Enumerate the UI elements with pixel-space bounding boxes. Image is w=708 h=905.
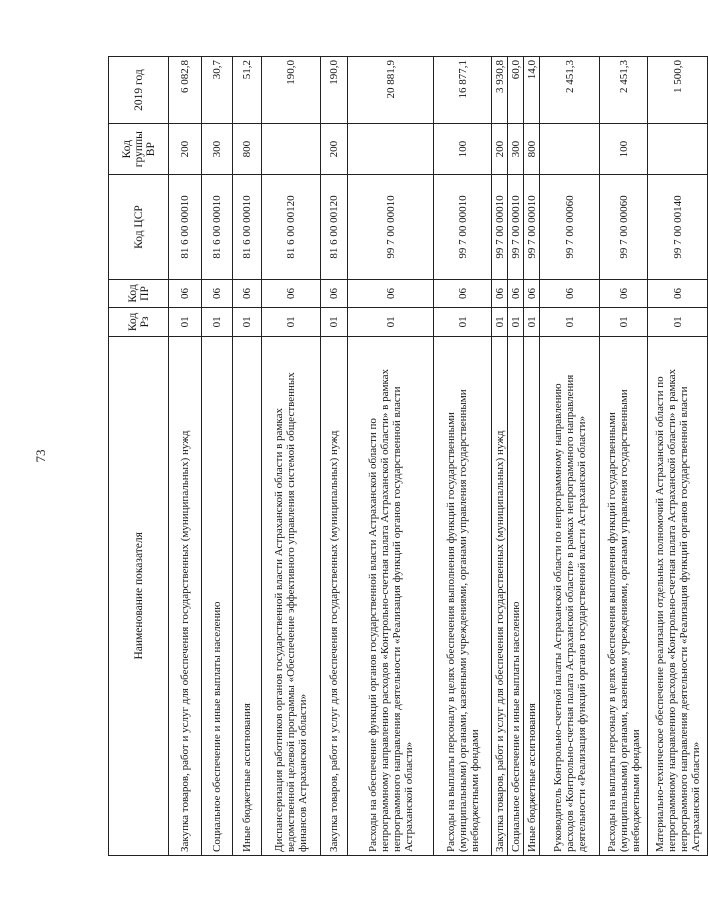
row-value: 60,0 xyxy=(508,57,524,124)
table-row xyxy=(648,57,708,856)
row-vr: 200 xyxy=(169,124,202,175)
table-row xyxy=(262,57,321,856)
row-value: 2 451,3 xyxy=(540,57,600,124)
row-csr: 81 6 00 00010 xyxy=(169,175,202,280)
row-csr: 99 7 00 00060 xyxy=(600,175,648,280)
row-vr: 200 xyxy=(321,124,348,175)
table-row xyxy=(492,57,508,856)
row-value: 190,0 xyxy=(321,57,348,124)
row-rz: 01 xyxy=(348,308,434,336)
row-value: 2 451,3 xyxy=(600,57,648,124)
row-name: Социальное обеспечение и иные выплаты населению xyxy=(508,336,524,855)
row-name: Иные бюджетные ассигнования xyxy=(233,336,262,855)
header-rz: Код Рз xyxy=(109,308,169,336)
row-pr: 06 xyxy=(169,279,202,307)
row-rz: 01 xyxy=(492,308,508,336)
row-csr: 99 7 00 00010 xyxy=(524,175,540,280)
row-pr: 06 xyxy=(262,279,321,307)
row-vr: 300 xyxy=(508,124,524,175)
row-csr: 99 7 00 00140 xyxy=(648,175,708,280)
row-pr: 06 xyxy=(508,279,524,307)
row-name: Диспансеризация работников органов государственной власти Астраханской области в рамках ведомственной целевой программы «Обеспечение эффективного управления системой общественных финансов Астраханской области» xyxy=(262,336,321,855)
row-csr: 99 7 00 00010 xyxy=(348,175,434,280)
row-vr xyxy=(540,124,600,175)
row-pr: 06 xyxy=(648,279,708,307)
header-vr: Код группы ВР xyxy=(109,124,169,175)
row-rz: 01 xyxy=(202,308,233,336)
row-rz: 01 xyxy=(508,308,524,336)
row-pr: 06 xyxy=(524,279,540,307)
row-vr xyxy=(348,124,434,175)
row-name: Закупка товаров, работ и услуг для обеспечения государственных (муниципальных) нужд xyxy=(169,336,202,855)
row-name: Руководитель Контрольно-счетной палаты Астраханской области по непрограммному направлению расходов «Контрольно-счетная палата Астраханской области» в рамках непрограммного направления деятельности «Реализация функций органов государственной власти Астраханской области» xyxy=(540,336,600,855)
table-row xyxy=(169,57,202,856)
row-pr: 06 xyxy=(321,279,348,307)
table-row xyxy=(524,57,540,856)
row-value: 3 930,8 xyxy=(492,57,508,124)
budget-table xyxy=(108,56,708,856)
row-csr: 81 6 00 00010 xyxy=(202,175,233,280)
row-csr: 99 7 00 00010 xyxy=(508,175,524,280)
row-value: 51,2 xyxy=(233,57,262,124)
row-csr: 99 7 00 00010 xyxy=(492,175,508,280)
row-vr: 300 xyxy=(202,124,233,175)
row-value: 190,0 xyxy=(262,57,321,124)
row-rz: 01 xyxy=(600,308,648,336)
table-row xyxy=(434,57,492,856)
row-value: 6 082,8 xyxy=(169,57,202,124)
row-csr: 99 7 00 00060 xyxy=(540,175,600,280)
table-row xyxy=(202,57,233,856)
table-row xyxy=(508,57,524,856)
table-row xyxy=(321,57,348,856)
header-name: Наименование показателя xyxy=(109,336,169,855)
row-name: Иные бюджетные ассигнования xyxy=(524,336,540,855)
row-csr: 81 6 00 00120 xyxy=(262,175,321,280)
row-value: 14,0 xyxy=(524,57,540,124)
table-row xyxy=(348,57,434,856)
row-rz: 01 xyxy=(648,308,708,336)
row-value: 20 881,9 xyxy=(348,57,434,124)
row-pr: 06 xyxy=(348,279,434,307)
row-vr: 200 xyxy=(492,124,508,175)
row-pr: 06 xyxy=(600,279,648,307)
table-row xyxy=(600,57,648,856)
row-pr: 06 xyxy=(540,279,600,307)
row-pr: 06 xyxy=(434,279,492,307)
row-rz: 01 xyxy=(321,308,348,336)
row-csr: 81 6 00 00120 xyxy=(321,175,348,280)
row-value: 1 500,0 xyxy=(648,57,708,124)
header-year: 2019 год xyxy=(109,57,169,124)
row-name: Расходы на обеспечение функций органов государственной власти Астраханской области по непрограммному направлению расходов «Контрольно-счетная палата Астраханской области» в рамках непрограммного направления деятельности «Реализация функций органов государственной власти Астраханской области» xyxy=(348,336,434,855)
row-csr: 81 6 00 00010 xyxy=(233,175,262,280)
row-rz: 01 xyxy=(434,308,492,336)
table-row xyxy=(540,57,600,856)
row-vr xyxy=(648,124,708,175)
row-pr: 06 xyxy=(202,279,233,307)
row-vr: 800 xyxy=(524,124,540,175)
page-number: 73 xyxy=(33,449,48,463)
row-rz: 01 xyxy=(233,308,262,336)
row-name: Закупка товаров, работ и услуг для обеспечения государственных (муниципальных) нужд xyxy=(492,336,508,855)
row-rz: 01 xyxy=(169,308,202,336)
header-pr: Код ПР xyxy=(109,279,169,307)
row-rz: 01 xyxy=(540,308,600,336)
row-rz: 01 xyxy=(262,308,321,336)
rotated-table-container xyxy=(108,56,702,856)
row-value: 30,7 xyxy=(202,57,233,124)
row-pr: 06 xyxy=(492,279,508,307)
row-name: Закупка товаров, работ и услуг для обеспечения государственных (муниципальных) нужд xyxy=(321,336,348,855)
row-value: 16 877,1 xyxy=(434,57,492,124)
row-vr xyxy=(262,124,321,175)
row-csr: 99 7 00 00010 xyxy=(434,175,492,280)
header-row xyxy=(109,57,169,856)
row-vr: 100 xyxy=(600,124,648,175)
row-pr: 06 xyxy=(233,279,262,307)
row-vr: 100 xyxy=(434,124,492,175)
row-name: Расходы на выплаты персоналу в целях обеспечения выполнения функций государственными (муниципальными) органами, казенными учреждениями, органами управления государственными внебюджетными фондами xyxy=(600,336,648,855)
row-name: Социальное обеспечение и иные выплаты населению xyxy=(202,336,233,855)
row-name: Расходы на выплаты персоналу в целях обеспечения выполнения функций государственными (муниципальными) органами, казенными учреждениями, органами управления государственными внебюджетными фондами xyxy=(434,336,492,855)
header-csr: Код ЦСР xyxy=(109,175,169,280)
row-rz: 01 xyxy=(524,308,540,336)
table-row xyxy=(233,57,262,856)
row-name: Материально-техническое обеспечение реализации отдельных полномочий Астраханской области по непрограммному направлению расходов «Контрольно-счетная палата Астраханской области» в рамках непрограммного направления деятельности «Реализация функций органов государственной власти Астраханской области» xyxy=(648,336,708,855)
row-vr: 800 xyxy=(233,124,262,175)
